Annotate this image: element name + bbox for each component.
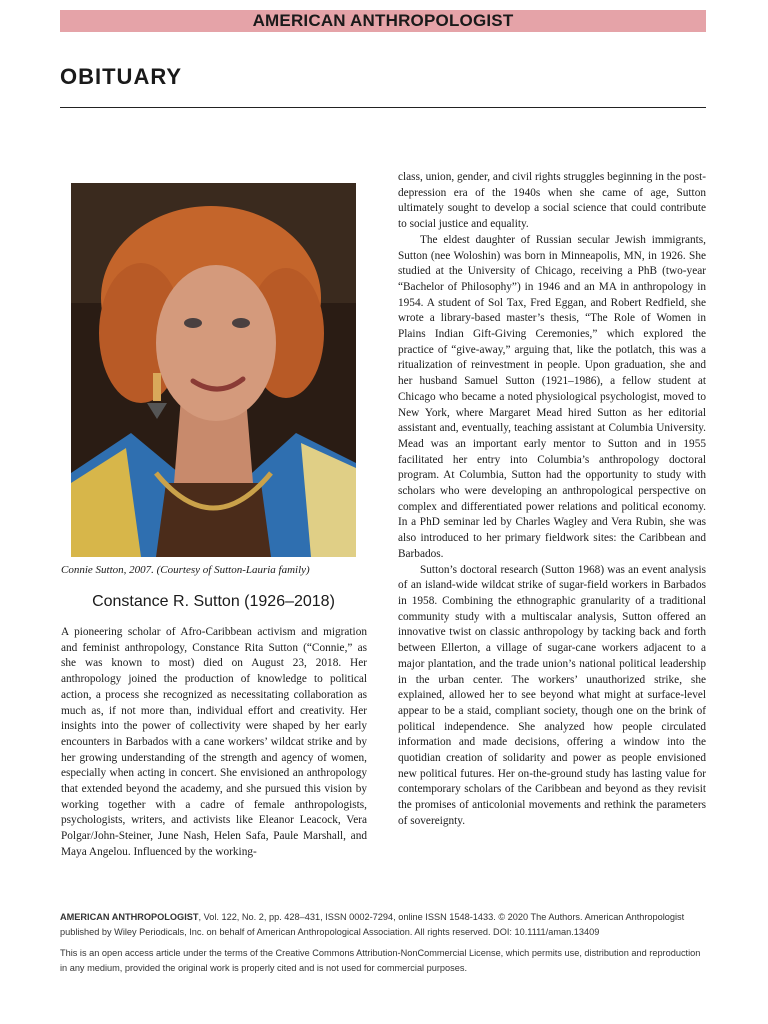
body-paragraph: class, union, gender, and civil rights struggles beginning in the post-depression era of the 1940s when she came of age, Sutton ultimately sought to develop a social science that could contribute to social justice and equality. xyxy=(398,171,706,231)
photo-caption: Connie Sutton, 2007. (Courtesy of Sutton-Lauria family) xyxy=(61,564,310,576)
body-column-left xyxy=(61,625,367,861)
obituary-heading: Constance R. Sutton (1926–2018) xyxy=(92,593,335,610)
portrait-photo xyxy=(71,183,356,557)
footer-journal-name: AMERICAN ANTHROPOLOGIST xyxy=(60,912,199,922)
portrait-illustration xyxy=(71,183,356,557)
license-footer: This is an open access article under the terms of the Creative Commons Attribution-NonCommercial License, which permits use, distribution and reproduction in any medium, provided the original work is properly cited and is not used for commercial purposes. xyxy=(60,948,701,973)
body-paragraph: A pioneering scholar of Afro-Caribbean activism and migration and feminist anthropology, Constance Rita Sutton (“Connie,” as she was known to most) died on August 23, 2018. Her anthropology joined the production of knowledge to political action, a process she recognized as necessitating collaboration as much as, if not more than, individual effort and creativity. Her insights into the power of collectivity were shaped by her early encounters in Barbados with a cane workers’ wildcat strike and by her growing understanding of the strength and agency of women, especially when acting in concert. She envisioned an anthropology that extended beyond the academy, and she pursued this vision by working together with a cadre of female anthropologists, psychologists, writers, and activists like Eleanor Leacock, Vera Polgar/John-Steiner, June Nash, Helen Safa, Paule Marshall, and Maya Angelou. Influenced by the working- xyxy=(61,626,367,858)
header-rule xyxy=(60,107,706,108)
body-paragraph: The eldest daughter of Russian secular Jewish immigrants, Sutton (nee Woloshin) was born in Minneapolis, MN, in 1926. She studied at the University of Chicago, receiving a PhB (two-year “Bachelor of Philosophy”) in 1946 and an MA in anthropology in 1954. A student of Sol Tax, Fred Eggan, and Robert Redfield, she wrote a library-based master’s thesis, “The Role of Women in Plains Indian Gift-Giving Ceremonies,” which explored the practice of “give-away,” arguing that, like the potlatch, this was a ritualization of reinvestment in people. Upon graduation, she and her husband Samuel Sutton (1921–1986), a fellow student at Chicago who became a noted physiological psychologist, moved to New York, where Margaret Mead hired Sutton as her editorial assistant and, eventually, teaching assistant at Columbia University. Mead was an important early mentor to Sutton and in 1955 facilitated her entry into Columbia’s anthropology doctoral program. At Columbia, Sutton had the opportunity to study with scholars who were developing an anthropological perspective on complex and differentiated power relations and political economy. In a PhD seminar led by Charles Wagley and Vera Rubin, she was also introduced to her primary fieldwork sites: the Caribbean and Barbados. xyxy=(398,233,706,560)
journal-title: AMERICAN ANTHROPOLOGIST xyxy=(252,11,514,30)
footer-citation-text: , Vol. 122, No. 2, pp. 428–431, ISSN 0002-7294, online ISSN 1548-1433. © 2020 The Authors. American Anthropologist published by Wiley Periodicals, Inc. on behalf of American Anthropological Association. All rights reserved. DOI: 10.1111/aman.13409 xyxy=(60,912,685,937)
section-title: OBITUARY xyxy=(60,64,183,89)
citation-footer xyxy=(60,910,706,940)
journal-banner xyxy=(60,10,706,32)
body-column-right xyxy=(398,170,706,830)
body-paragraph: Sutton’s doctoral research (Sutton 1968) was an event analysis of an island-wide wildcat strike of sugar-field workers in Barbados in 1958. Combining the ethnographic granularity of a traditional community study with a multiscalar analysis, Sutton offered an innovative twist on classic anthropology by tacking back and forth between Ellerton, a village of sugar-cane workers adjacent to a major plantation, and the trade union’s national political leadership in the urban center. The workers’ unauthorized strike, she explained, allowed her to see beyond what might at surface-level appear to be a staid, compliant society, though one on the brink of political independence. She analyzed how people circulated information and made decisions, offering a window into the quotidian creation of solidarity and power as people envisioned new political futures. Her on-the-ground study has lasting value for contemporary scholars of the Caribbean and beyond as they revisit the promises of anticolonial movements and rethink the parameters of sovereignty. xyxy=(398,563,706,827)
